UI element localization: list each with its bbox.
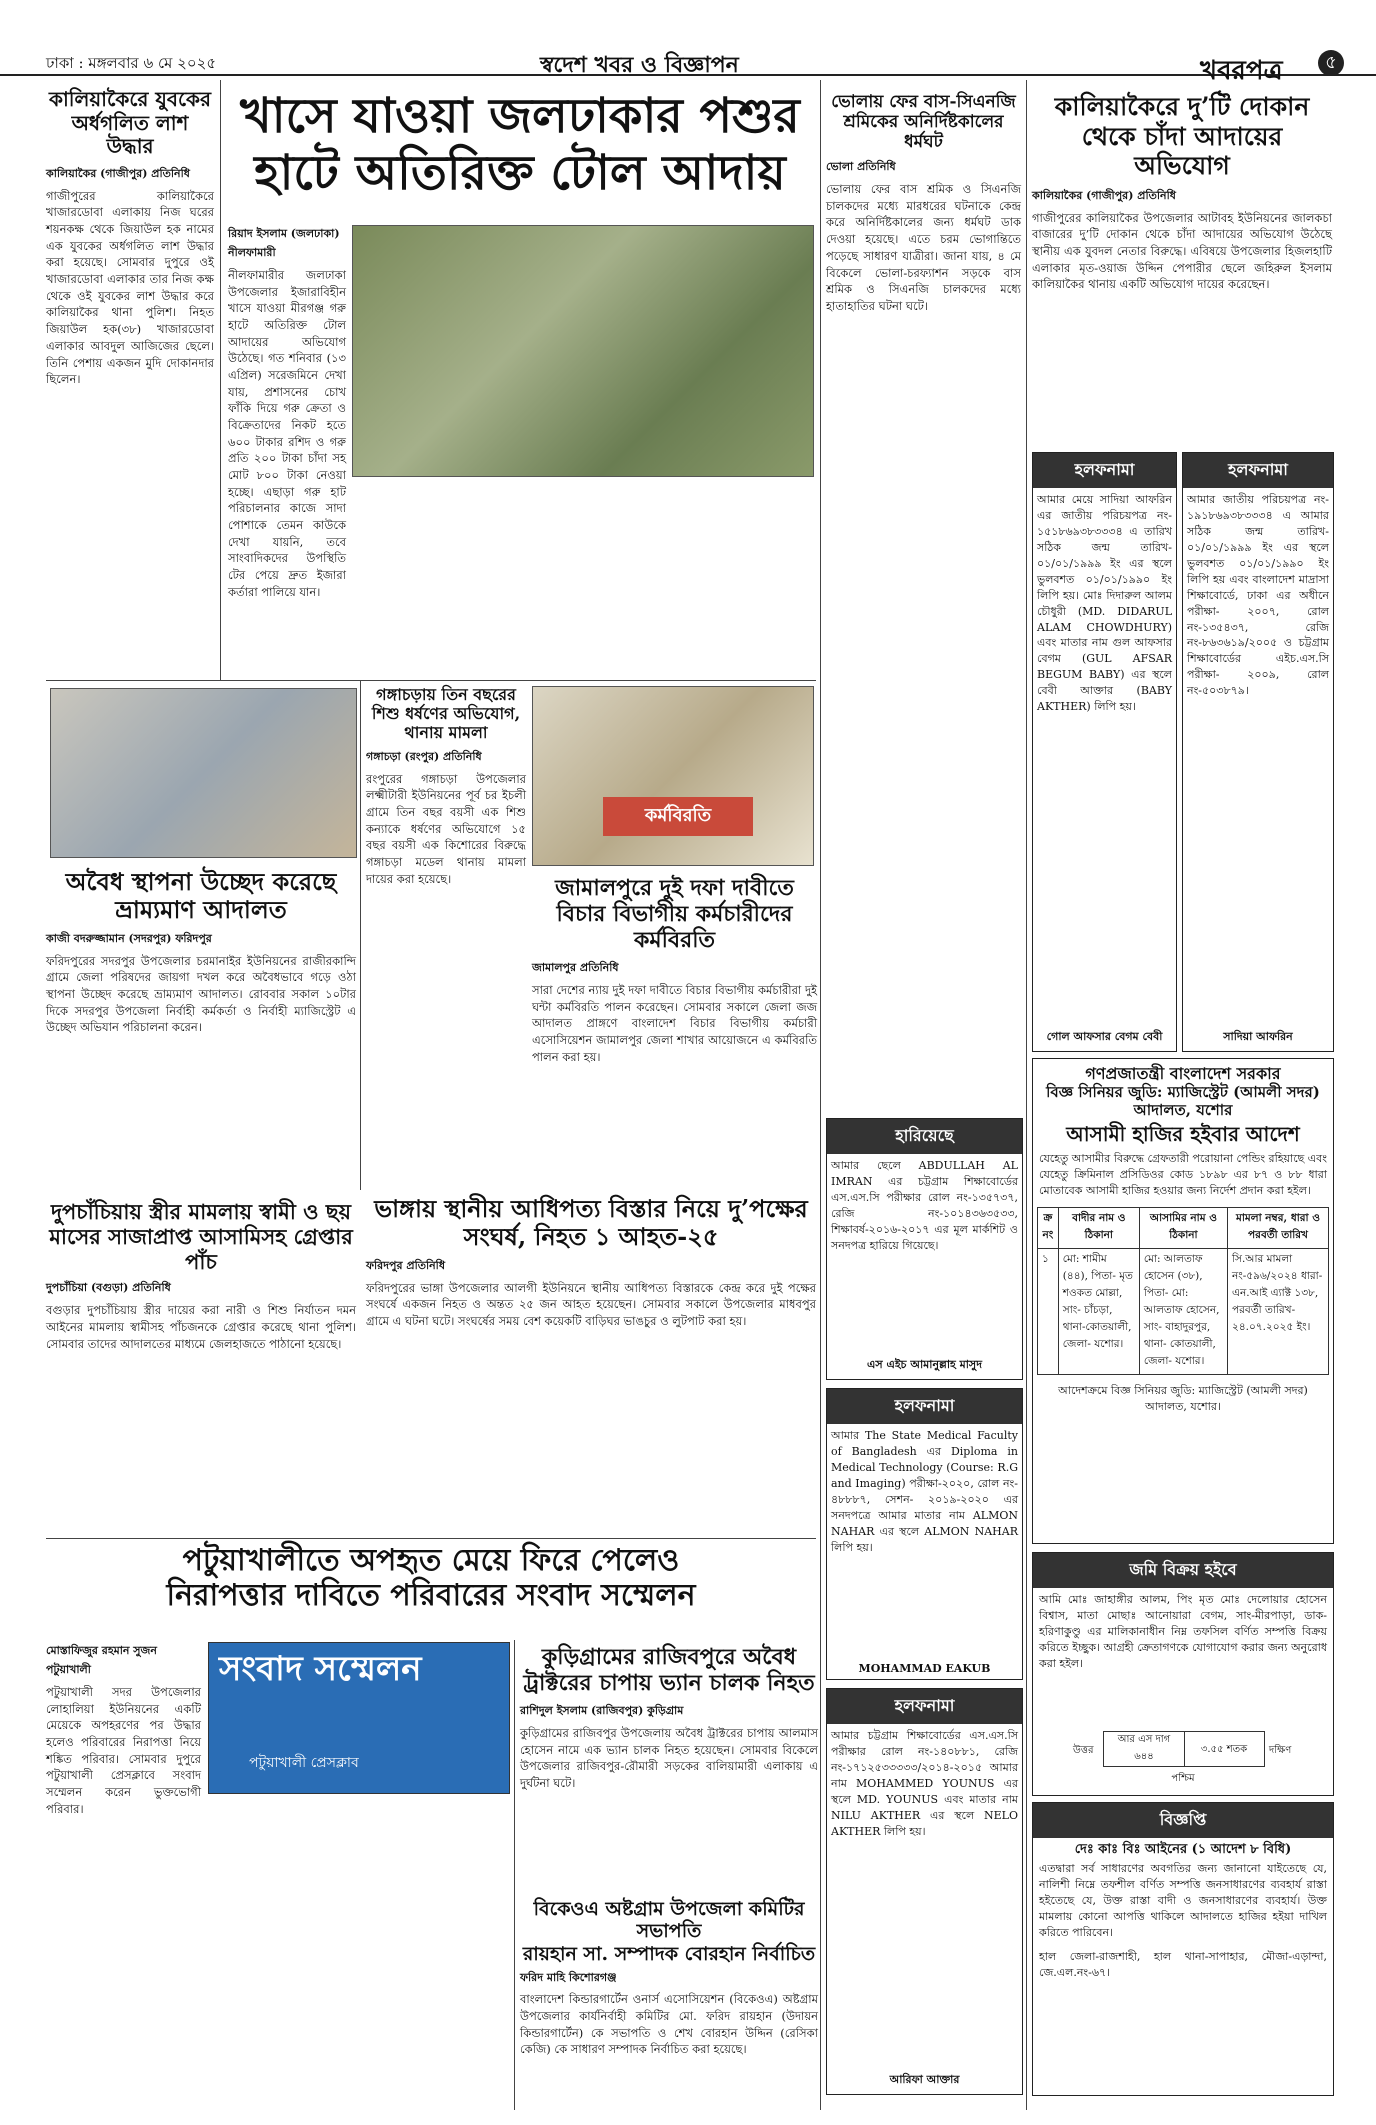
press-conference-photo — [208, 1642, 510, 1794]
story-title-line1: পটুয়াখালীতে অপহৃত মেয়ে ফিরে পেলেও — [182, 1543, 680, 1578]
story-title: অবৈধ স্থাপনা উচ্ছেদ করেছে ভ্রাম্যমাণ আদালত — [65, 867, 337, 925]
table-cell: মো: আলতাফ হোসেন (৩৮), পিতা- মো: আলতাফ হোসেন, সাং- বাহাদুরপুর, থানা- কোতয়ালী, জেলা- যশোর। — [1139, 1248, 1227, 1374]
table-cell: সি.আর মামলা নং-৫৯৬/২০২৪ ধারা- এন.আই এ্যাক্ট ১৩৮, পরবর্তী তারিখ- ২৪.০৭.২০২৫ ইং। — [1228, 1248, 1329, 1374]
table-cell: মো: শামীম (৪৪), পিতা- মৃত শওকত মোল্লা, সাং- চাঁচড়া, থানা-কোতয়ালী, জেলা- যশোর। — [1058, 1248, 1139, 1374]
notice-title-line2: বিজ্ঞ সিনিয়র জুডি: ম্যাজিস্ট্রেট (আমলী সদর) আদালত, যশোর — [1046, 1082, 1320, 1119]
story-byline: গঙ্গাচড়া (রংপুর) প্রতিনিধি — [366, 749, 482, 763]
affidavit-box-2 — [1182, 452, 1334, 1052]
page-date: ঢাকা : মঙ্গলবার ৬ মে ২০২৫ — [46, 54, 217, 72]
affidavit-text: আমার জাতীয় পরিচয়পত্র নং- ১৯১৮৬৯৩৮৩৩৩৪ এ আমার সঠিক জন্ম তারিখ- ০১/০১/১৯৯৯ ইং এর স্থলে ভুলবশত ০১/০১/১৯৯০ ইং লিপি হয় এবং বাংলাদেশ মাদ্রাসা শিক্ষাবোর্ডে, ঢাকা এর অধীনে পরীক্ষা- ২০০৭, রোল নং-১৩৫৪৩৭, রেজি নং-৮৬৩৬১৯/২০০৫ ও চট্টগ্রাম শিক্ষাবোর্ডের এইচ.এস.সি পরীক্ষা- ২০০৯, রোল নং-৫০৩৮৭৯। — [1187, 493, 1329, 698]
story-title: কালিয়াকৈরে যুবকের অর্ধগলিত লাশ উদ্ধার — [48, 87, 212, 159]
story-text: বাংলাদেশ কিন্ডারগার্টেন ওনার্স এসোসিয়েশন (বিকেওএ) অষ্টগ্রাম উপজেলার কার্যনির্বাহী কমিটির মো. ফরিদ রায়হান (উদায়ন কিন্ডারগার্টেন) কে সভাপতি ও শেখ বোরহান উদ্দিন (রেসিকা কেজি) কে সাধারণ সম্পাদক নির্বাচিত করা হয়েছে। — [520, 1992, 818, 2057]
story-text: রংপুরের গঙ্গাচড়া উপজেলার লক্ষ্মীটারী ইউনিয়নের পূর্ব চর ইচলী গ্রামে তিন বছর বয়সী এক শিশু কন্যাকে ধর্ষণের অভিযোগে ১৫ বছর বয়সী এক কিশোরের বিরুদ্ধে গঙ্গাচড়া মডেল থানায় মামলা দায়ের করা হয়েছে। — [366, 771, 526, 886]
land-map — [1103, 1731, 1265, 1767]
eviction-photo — [50, 688, 357, 858]
story-byline: ফরিদ মাহি কিশোরগঞ্জ — [520, 1971, 617, 1985]
story-title: কালিয়াকৈরে দু’টি দোকান থেকে চাঁদা আদায়ের অভিযোগ — [1054, 92, 1310, 180]
land-sale-title: জমি বিক্রয় হইবে — [1033, 1553, 1333, 1588]
notice-title: বিজ্ঞপ্তি — [1033, 1803, 1333, 1838]
story-bhanga — [366, 1195, 816, 1330]
story-kaliakoir-body — [46, 88, 214, 388]
map-north: উত্তর — [1073, 1745, 1094, 1756]
story-text: সারা দেশের ন্যায় দুই দফা দাবীতে বিচার বিভাগীয় কর্মচারীরা দুই ঘন্টা কর্মবিরতি পালন করেছেন। সোমবার সকালে জেলা জজ আদালত প্রাঙ্গণে বাংলাদেশ বিচার বিভাগীয় কর্মচারী এসোসিয়েশন জামালপুর জেলা শাখার আয়োজনে এ কর্মবিরতি পালন করা হয়। — [532, 982, 817, 1064]
story-patuakhali-body — [46, 1642, 201, 1817]
story-text: গাজীপুরের কালিয়াকৈরে খাজারডোবা এলাকায় নিজ ঘরের শয়নকক্ষ থেকে জিয়াউল হক নামের এক যুবকের অর্ধগলিত লাশ উদ্ধার করা হয়েছে। সোমবার দুপুরে ওই খাজারডোবা এলাকার তার নিজ কক্ষ থেকে ওই যুবকের লাশ উদ্ধার করে কালিয়াকৈর থানা পুলিশ। নিহত জিয়াউল হক(৩৮) খাজারডোবা এলাকার আবদুল আজিজের ছেলে। তিনি পেশায় একজন মুদি দোকানদার ছিলেন। — [46, 188, 214, 387]
story-text: ভোলায় ফের বাস শ্রমিক ও সিএনজি চালকদের মধ্যে মারধরের ঘটনাকে কেন্দ্র করে অনির্দিষ্টকালের জন্য ধর্মঘট ডাক দেওয়া হয়েছে। এতে চরম ভোগান্তিতে পড়েছে সাধারণ যাত্রীরা। জানা যায়, ৪ মে বিকেলে ভোলা-চরফ্যাশন সড়কে বাস শ্রমিক ও সিএনজি চালকদের মধ্যে হাতাহাতির ঘটনা ঘটে। — [826, 182, 1021, 313]
affidavit-box-1 — [1032, 452, 1177, 1052]
affidavit-title: হলফনামা — [1183, 453, 1333, 488]
story-byline: জামালপুর প্রতিনিধি — [532, 960, 619, 974]
story-gangachara — [366, 686, 526, 887]
affidavit-text: আমার চট্টগ্রাম শিক্ষাবোর্ডের এস.এস.সি পরীক্ষার রোল নং-১৪০৮৮১, রেজি নং-১৭১২৫৩৩৩৩৩/২০১৪-২০১৫ আমার নাম MOHAMMED YOUNUS এর স্থলে MD. YOUNUS এবং মাতার নাম NILU AKTHER এর স্থলে NELO AKTHER লিপি হয়। — [831, 1729, 1018, 1838]
column-divider — [220, 80, 221, 680]
story-eviction — [46, 868, 356, 1036]
story-kurigram — [520, 1645, 818, 1792]
story-title: জামালপুরে দুই দফা দাবীতে বিচার বিভাগীয় কর্মচারীদের কর্মবিরতি — [555, 875, 794, 953]
affidavit-box-3 — [826, 1388, 1023, 1680]
lead-story — [225, 88, 815, 201]
story-title: কুড়িগ্রামের রাজিবপুরে অবৈধ ট্রাক্টরের চাপায় ভ্যান চালক নিহত — [523, 1644, 815, 1696]
page-header — [0, 0, 1376, 86]
story-bkoa — [520, 1898, 818, 2058]
story-byline: কাজী বদরুজ্জামান (সদরপুর) ফরিদপুর — [46, 931, 212, 945]
story-byline: ফরিদপুর প্রতিনিধি — [366, 1258, 445, 1272]
notice-footer: আদেশক্রমে বিজ্ঞ সিনিয়র জুডি: ম্যাজিস্ট্রেট (আমলী সদর) আদালত, যশোর। — [1058, 1383, 1308, 1413]
story-byline: মোস্তাফিজুর রহমান সুজন পটুয়াখালী — [46, 1644, 157, 1676]
affidavit-title: হলফনামা — [1033, 453, 1176, 488]
column-divider — [360, 680, 361, 1190]
story-text: গাজীপুরের কালিয়াকৈর উপজেলার আটাবহ ইউনিয়নের জালকচা বাজারের দু’টি দোকান থেকে চাঁদা আদায়ের অভিযোগ উঠেছে স্থানীয় এক যুবদল নেতার বিরুদ্ধে। এবিষয়ে উপজেলার হিজলহাটি এলাকার মৃত-ওয়াজ উদ্দিন পেপারীর ছেলে জহিরুল ইসলাম কালিয়াকৈর থানায় একটি অভিযোগ দায়ের করেছেন। — [1032, 210, 1332, 292]
map-area-label: ৩.৫৫ শতক — [1200, 1744, 1248, 1755]
affidavit-sign: গোল আফসার বেগম বেবী — [1046, 1030, 1163, 1043]
story-title: গঙ্গাচড়ায় তিন বছরের শিশু ধর্ষণের অভিযোগ, থানায় মামলা — [371, 685, 521, 742]
lead-byline: রিয়াদ ইসলাম (জলঢাকা) নীলফামারী — [228, 227, 340, 259]
story-byline: রাশিদুল ইসলাম (রাজিবপুর) কুড়িগ্রাম — [520, 1703, 684, 1717]
affidavit-title: হলফনামা — [827, 1389, 1022, 1424]
story-text: ফরিদপুরের ভাঙ্গা উপজেলার আলগী ইউনিয়নে স্থানীয় আধিপত্য বিস্তারকে কেন্দ্র করে দুই পক্ষের সংঘর্ষে একজন নিহত ও অন্তত ২৫ জন আহত হয়েছেন। সোমবার সকালে উপজেলার মাধবপুর গ্রামে এ ঘটনা ঘটে। সংঘর্ষের সময় বেশ কয়েকটি বাড়িঘর ভাঙচুর ও লুটপাট করা হয়। — [366, 1280, 816, 1328]
story-jamalpur — [532, 876, 817, 1065]
lost-title: হারিয়েছে — [827, 1119, 1022, 1154]
map-label: ৬৪৪ — [1134, 1751, 1154, 1762]
table-header: আসামির নাম ও ঠিকানা — [1139, 1207, 1227, 1248]
column-divider — [1026, 80, 1027, 2110]
table-header: বাদীর নাম ও ঠিকানা — [1058, 1207, 1139, 1248]
story-text: ফরিদপুরের সদরপুর উপজেলার চরমানাইর ইউনিয়নের রাজীরকান্দি গ্রামে জেলা পরিষদের জায়গা দখল করে অবৈধভাবে গড়ে ওঠা স্থাপনা উচ্ছেদ করেছে ভ্রাম্যমাণ আদালত। রোববার সকাল ১০টার দিকে সদরপুর উপজেলা নির্বাহী কর্মকর্তা ও নির্বাহী ম্যাজিস্ট্রেট এ উচ্ছেদ অভিযান পরিচালনা করেন। — [46, 953, 356, 1035]
affidavit-text: আমার The State Medical Faculty of Bangladesh এর Diploma in Medical Technology (Course: R.G and Imaging) পরীক্ষা-২০২০, রোল নং- ৪৮৮৮৭, সেশন- ২০১৯-২০২০ এর সনদপত্রে আমার মাতার নাম ALMON NAHAR এর স্থলে ALMON NAHAR লিপি হয়। — [831, 1429, 1018, 1554]
photo-banner-text: সংবাদ সম্মেলন — [219, 1649, 422, 1689]
story-patuakhali-head — [46, 1543, 816, 1614]
notice-footer: হাল জেলা-রাজশাহী, হাল থানা-সাপাহার, মৌজা-এড়ান্দা, জে.এল.নং-৬৭। — [1039, 1950, 1327, 1979]
affidavit-box-4 — [826, 1688, 1023, 2095]
map-west: পশ্চিম — [1171, 1773, 1195, 1784]
affidavit-sign: আরিফা আক্তার — [889, 2073, 960, 2086]
row-divider — [46, 1538, 816, 1539]
story-byline: কালিয়াকৈর (গাজীপুর) প্রতিনিধি — [46, 166, 190, 180]
section-title: স্বদেশ খবর ও বিজ্ঞাপন — [540, 52, 739, 78]
table-header: মামলা নম্বর, ধারা ও পরবর্তী তারিখ — [1228, 1207, 1329, 1248]
story-dupchanchia — [46, 1200, 356, 1352]
affidavit-sign: সাদিয়া আফরিন — [1223, 1030, 1293, 1043]
story-byline: ভোলা প্রতিনিধি — [826, 160, 896, 174]
cattle-market-photo — [352, 225, 814, 477]
story-title-line2: নিরাপত্তার দাবিতে পরিবারের সংবাদ সম্মেলন — [166, 1578, 696, 1614]
column-divider — [514, 1640, 515, 2110]
story-bhola — [826, 92, 1021, 315]
newspaper-logo: খবরপত্র — [1200, 56, 1283, 86]
story-text: বগুড়ার দুপচাঁচিয়ায় স্ত্রীর দায়ের করা নারী ও শিশু নির্যাতন দমন আইনের মামলায় স্বামীসহ পাঁচজনকে গ্রেপ্তার করেছে থানা পুলিশ। সোমবার তাদের আদালতের মাধ্যমে জেলহাজতে পাঠানো হয়েছে। — [46, 1303, 356, 1351]
notice-title-line3: আসামী হাজির হইবার আদেশ — [1066, 1122, 1300, 1147]
photo-banner-subtext: পটুয়াখালী প্রেসক্লাব — [249, 1755, 359, 1771]
strike-photo — [532, 686, 814, 866]
lost-notice — [826, 1118, 1023, 1380]
notice-text: এতদ্বারা সর্ব সাধারণের অবগতির জন্য জানানো যাইতেছে যে, নালিশী নিম্নে তফশীল বর্ণিত সম্পত্তি জনসাধারণের ব্যবহার্য রাস্তা হইতেছে যে, উক্ত রাস্তা বাদী ও জনসাধারণের ব্যবহার্য। উক্ত মামলায় কোনো আপত্তি থাকিলে আদালতে হাজির হইয়া দাখিল করিতে পারিবেন। — [1039, 1862, 1327, 1940]
story-text: কুড়িগ্রামের রাজিবপুর উপজেলায় অবৈধ ট্রাক্টরের চাপায় আলমাস হোসেন নামে এক ভ্যান চালক নিহত হয়েছেন। সোমবার বিকেলে উপজেলার রাজিবপুর-রৌমারী সড়কের বালিয়ামারী এলাকায় এ দুর্ঘটনা ঘটে। — [520, 1725, 818, 1790]
lead-text: নীলফামারীর জলঢাকা উপজেলার ইজারাবিহীন খাসে যাওয়া মীরগঞ্জ গরু হাটে অতিরিক্ত টোল আদায়ের অভিযোগ উঠেছে। গত শনিবার (১৩ এপ্রিল) সরেজমিনে দেখা যায়, প্রশাসনের চোখ ফাঁকি দিয়ে গরু ক্রেতা ও বিক্রেতাদের নিকট হতে ৬০০ টাকার রশিদ ও গরু প্রতি ২০০ টাকা চাঁদা সহ মোট ৮০০ টাকা নেওয়া হচ্ছে। এছাড়া গরু হাট পরিচালনার কাজে সাদা পোশাকে তেমন কাউকে দেখা যায়নি, তবে সাংবাদিকদের উপস্থিতি টের পেয়ে দ্রুত ইজারা কর্তারা পালিয়ে যান। — [228, 268, 346, 599]
affidavit-text: আমার মেয়ে সাদিয়া আফরিন এর জাতীয় পরিচয়পত্র নং- ১৫১৮৬৯৩৮৩৩৩৪ এ তারিখ সঠিক জন্ম তারিখ- ০১/০১/১৯৯৯ ইং এর স্থলে ভুলবশত ০১/০১/১৯৯০ ইং লিপি হয়। মোঃ দিদারুল আলম চৌধুরী (MD. DIDARUL ALAM CHOWDHURY) এবং মাতার নাম গুল আফসার বেগম (GUL AFSAR BEGUM BABY) এর স্থলে বেবী আক্তার (BABY AKTHER) লিপি হয়। — [1037, 493, 1172, 714]
story-title: ভাঙ্গায় স্থানীয় আধিপত্য বিস্তার নিয়ে দু’পক্ষের সংঘর্ষ, নিহত ১ আহত-২৫ — [374, 1194, 808, 1252]
lost-text: আমার ছেলে ABDULLAH AL IMRAN এর চট্টগ্রাম শিক্ষাবোর্ডের এস.এস.সি পরীক্ষার রোল নং-১৩৫৭৩৭, রেজি নং-১০১৪৩৬৩৫৩৩, শিক্ষাবর্ষ-২০১৬-২০১৭ এর মূল মার্কশিট ও সনদপত্র হারিয়ে গিয়েছে। — [831, 1159, 1018, 1252]
story-byline: কালিয়াকৈর (গাজীপুর) প্রতিনিধি — [1032, 188, 1176, 202]
strike-banner: কর্মবিরতি — [603, 797, 753, 836]
notice-title-line1: গণপ্রজাতন্ত্রী বাংলাদেশ সরকার — [1085, 1064, 1281, 1083]
notice-table — [1037, 1207, 1329, 1375]
table-header: ক্র নং — [1038, 1207, 1059, 1248]
story-text: পটুয়াখালী সদর উপজেলার লোহালিয়া ইউনিয়নের একটি মেয়েকে অপহরণের পর উদ্ধার হলেও পরিবারের নিরাপত্তা নিয়ে শঙ্কিত পরিবার। সোমবার দুপুরে পটুয়াখালী প্রেসক্লাবে সংবাদ সম্মেলন করেন ভুক্তভোগী পরিবার। — [46, 1685, 201, 1816]
row-divider — [46, 680, 816, 681]
table-cell: ১ — [1038, 1248, 1059, 1374]
affidavit-sign: MOHAMMAD EAKUB — [858, 1662, 991, 1675]
story-title: ভোলায় ফের বাস-সিএনজি শ্রমিকের অনির্দিষ্টকালের ধর্মঘট — [831, 92, 1016, 153]
lead-title-line2: হাটে অতিরিক্ত টোল আদায় — [254, 144, 786, 201]
lead-title-line1: খাসে যাওয়া জলঢাকার পশুর — [240, 88, 800, 144]
court-notice — [1032, 1058, 1334, 1544]
story-title: দুপচাঁচিয়ায় স্ত্রীর মামলায় স্বামী ও ছয় মাসের সাজাপ্রাপ্ত আসামিসহ গ্রেপ্তার পাঁচ — [49, 1199, 353, 1274]
lost-sign: এস এইচ আমানুল্লাহ মাসুদ — [867, 1358, 982, 1371]
map-south: দক্ষিণ — [1269, 1745, 1292, 1756]
story-byline: দুপচাঁচিয়া (বগুড়া) প্রতিনিধি — [46, 1281, 171, 1295]
story-title-line1: বিকেওএ অষ্টগ্রাম উপজেলা কমিটির সভাপতি — [533, 1898, 805, 1943]
land-sale-text: আমি মোঃ জাহাঙ্গীর আলম, পিং মৃত মোঃ দেলোয়ার হোসেন বিশ্বাস, মাতা মোছাঃ আনোয়ারা বেগম, সাং-মীরপাড়া, ডাক-হরিণাকুণ্ডু এর মালিকানাধীন নিম্ন তফসিল বর্ণিত সম্পত্তি বিক্রয় করিতে ইচ্ছুক। আগ্রহী ক্রেতাগণকে যোগাযোগ করার জন্য অনুরোধ করা হইল। — [1039, 1593, 1327, 1670]
land-sale-ad — [1032, 1552, 1334, 1796]
story-title-line2: রায়হান সা. সম্পাদক বোরহান নির্বাচিত — [522, 1942, 816, 1965]
map-label: আর এস দাগ — [1117, 1734, 1171, 1745]
map-plot-label — [1104, 1732, 1185, 1766]
lead-body — [228, 225, 346, 600]
page-number: ৫ — [1318, 50, 1344, 76]
affidavit-title: হলফনামা — [827, 1689, 1022, 1724]
notice-text: যেহেতু আসামীর বিরুদ্ধে গ্রেফতারী পরোয়ানা পেন্ডিং রহিয়াছে এবং যেহেতু ক্রিমিনাল প্রসিডিওর কোড ১৮৯৮ এর ৮৭ ও ৮৮ ধারা মোতাবেক আসামী হাজির হওয়ার জন্য নির্দেশ প্রদান করা হইল। — [1039, 1151, 1328, 1197]
story-two-shops — [1032, 92, 1332, 293]
table-row — [1038, 1248, 1329, 1374]
column-divider — [820, 80, 821, 2110]
public-notice — [1032, 1802, 1334, 2096]
notice-subtitle: দেঃ কাঃ বিঃ আইনের (১ আদেশ ৮ বিধি) — [1074, 1842, 1292, 1857]
